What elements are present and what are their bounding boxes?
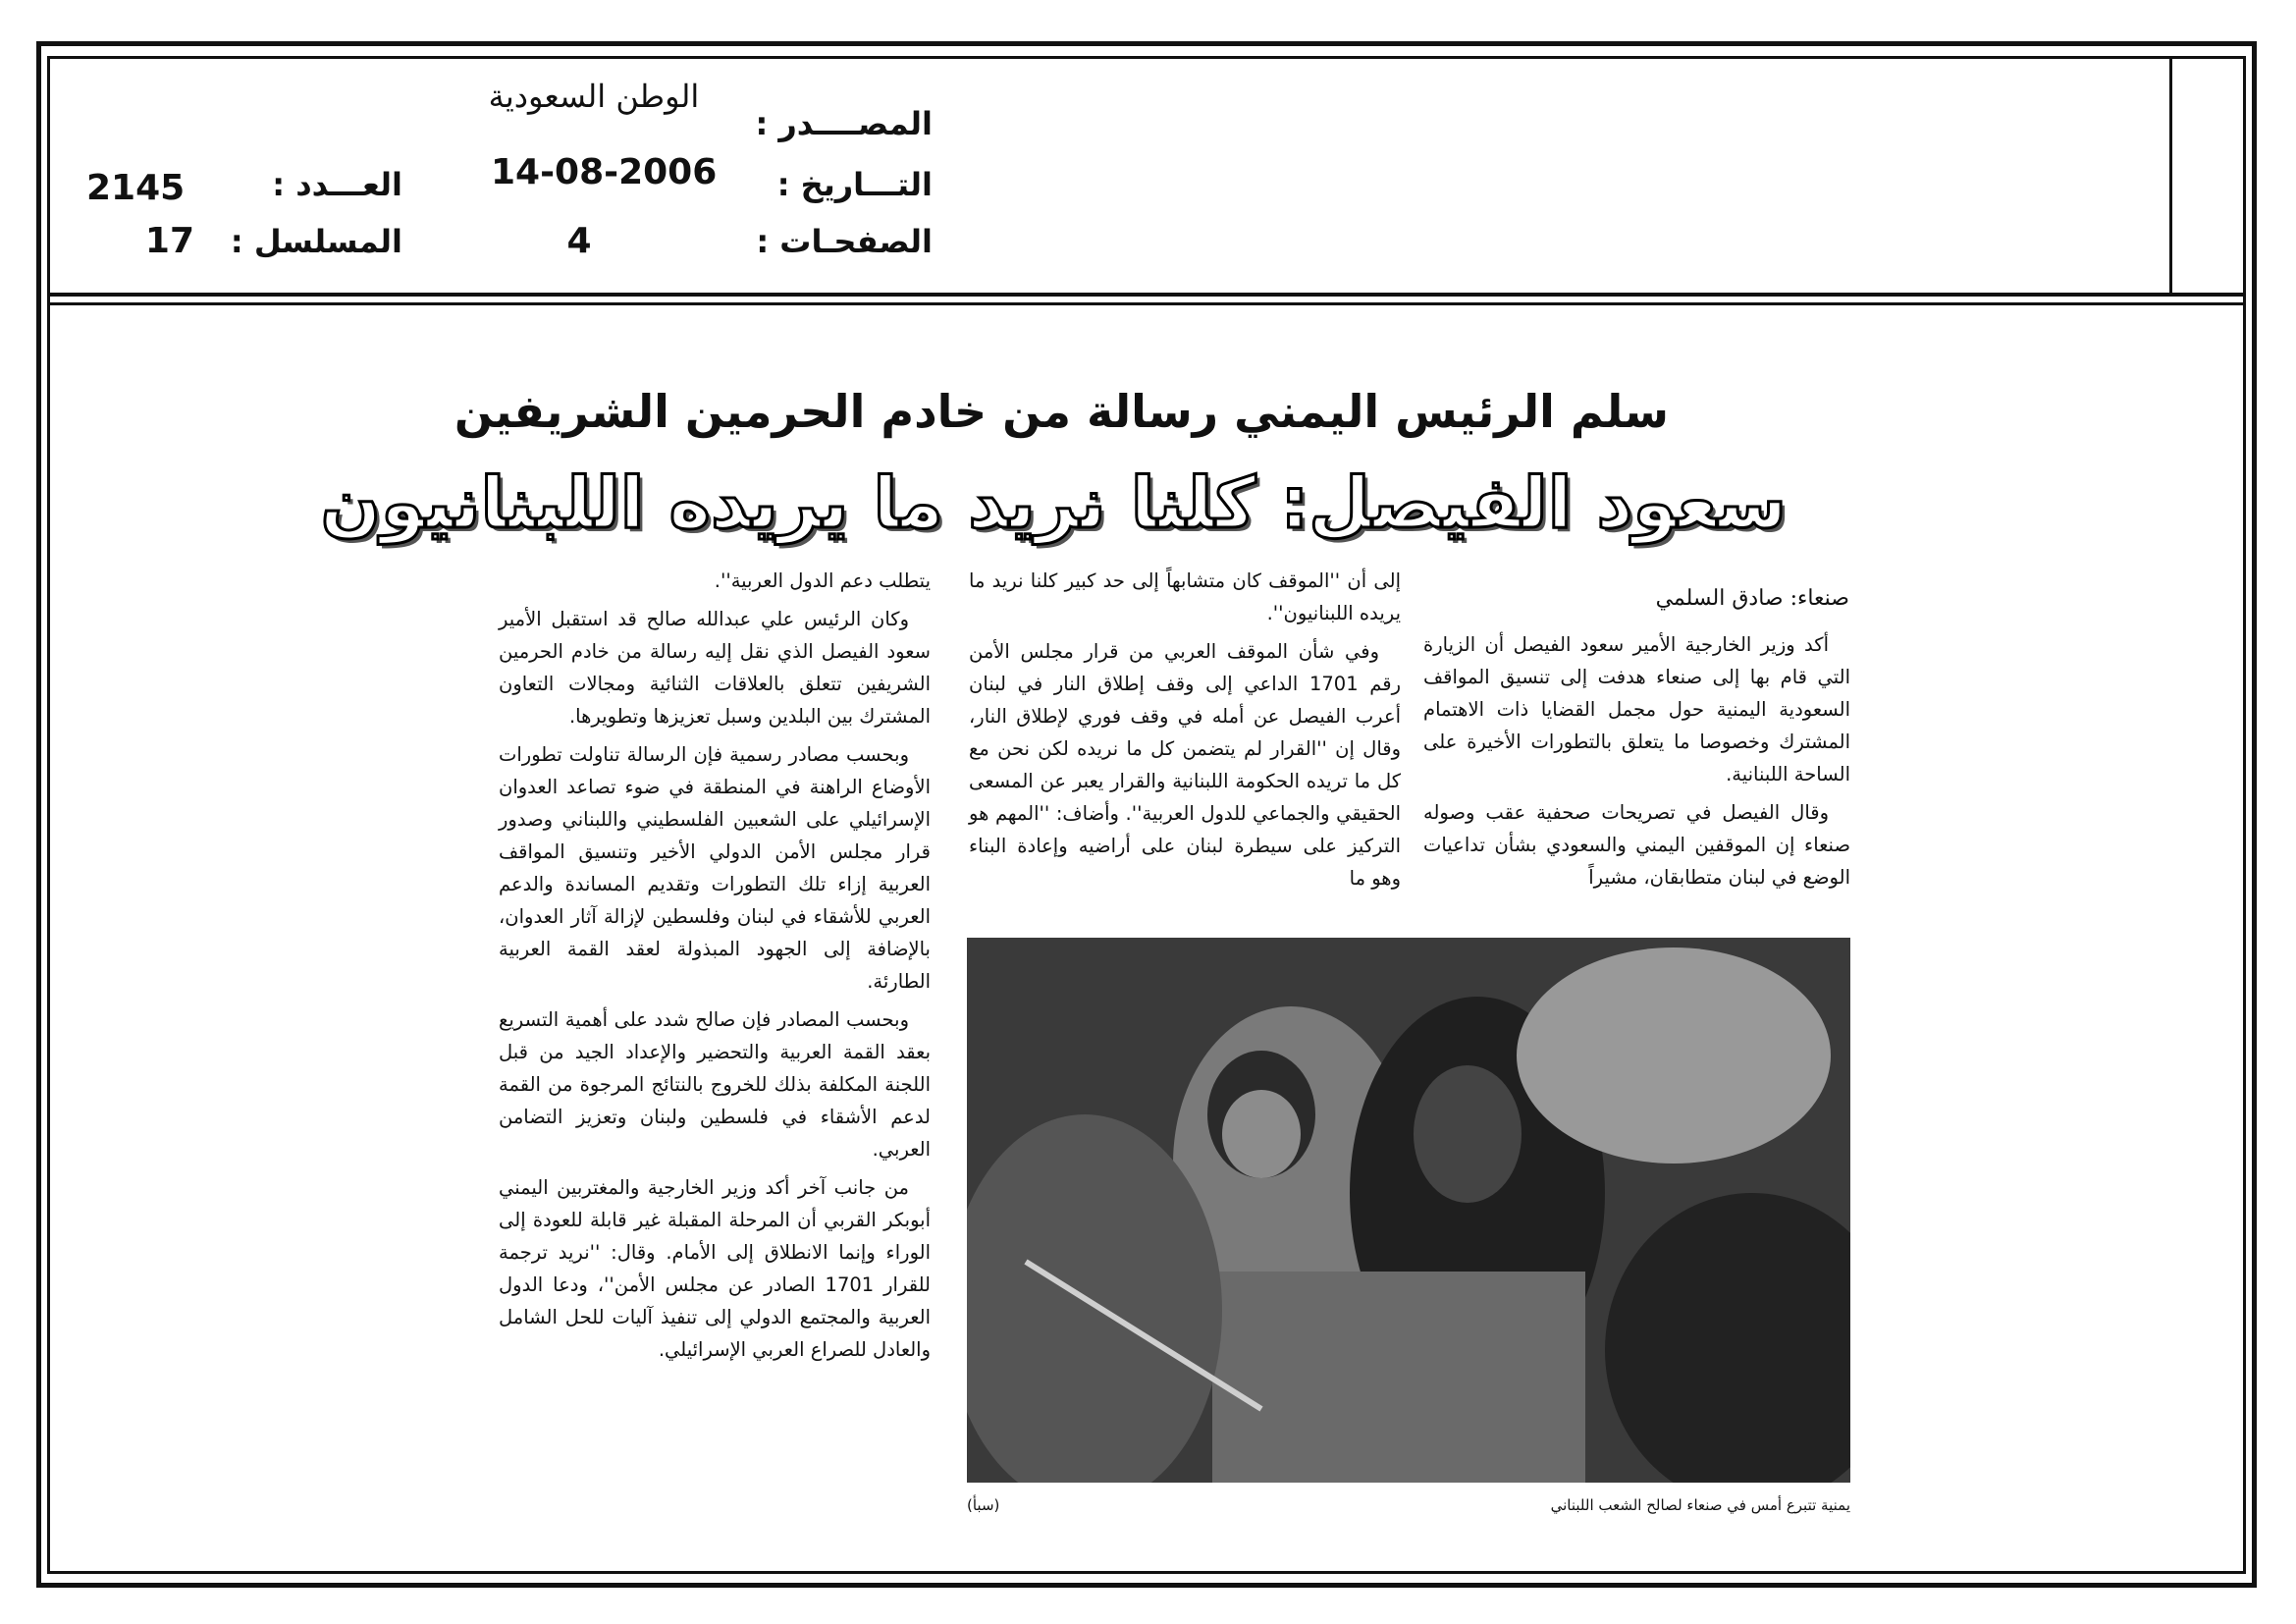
- pages-value: 4: [566, 221, 592, 261]
- paragraph: من جانب آخر أكد وزير الخارجية والمغتربين اليمني أبوبكر القربي أن المرحلة المقبلة غير قابلة للعودة إلى الوراء وإنما الانطلاق إلى الأمام. وقال: ''نريد ترجمة للقرار 1701 الصادر عن مجلس الأمن''، ودعا الدول العربية والمجتمع الدولي إلى تنفيذ آليات للحل الشامل والعادل للصراع العربي الإسرائيلي.: [499, 1176, 931, 1361]
- photo-caption: يمنية تتبرع أمس في صنعاء لصالح الشعب اللبناني: [1550, 1496, 1850, 1514]
- paragraph: وبحسب المصادر فإن صالح شدد على أهمية التسريع بعقد القمة العربية والتحضير والإعداد الجيد من قبل اللجنة المكلفة بذلك للخروج بالنتائج المرجوة من القمة لدعم الأشقاء في فلسطين ولبنان وتعزيز التضامن العربي.: [499, 1008, 931, 1161]
- issue-label: العـــدد :: [272, 166, 402, 203]
- issue-value: 2145: [86, 168, 186, 208]
- paragraph: إلى أن ''الموقف كان متشابهاً إلى حد كبير كلنا نريد ما يريده اللبنانيون''.: [969, 569, 1401, 624]
- article-photo: [967, 938, 1850, 1483]
- serial-label: المسلسل :: [230, 223, 402, 260]
- header-right-rule: [2169, 56, 2172, 296]
- photo-credit: (سبأ): [967, 1496, 1000, 1514]
- paragraph: يتطلب دعم الدول العربية''.: [714, 569, 931, 592]
- article-column-2: [969, 565, 1401, 900]
- article-column-3: [499, 565, 931, 1372]
- photo-graphic: [967, 938, 1850, 1483]
- paragraph: وبحسب مصادر رسمية فإن الرسالة تناولت تطورات الأوضاع الراهنة في المنطقة في ضوء تصاعد العدوان الإسرائيلي على الشعبين الفلسطيني واللبناني وصدور قرار مجلس الأمن الدولي الأخير وتنسيق المواقف العربية إزاء تلك التطورات وتقديم المساندة والدعم العربي للأشقاء في لبنان وفلسطين لإزالة آثار العدوان، بالإضافة إلى الجهود المبذولة لعقد القمة العربية الطارئة.: [499, 743, 931, 993]
- header-divider-secondary: [47, 302, 2246, 305]
- paragraph: أكد وزير الخارجية الأمير سعود الفيصل أن الزيارة التي قام بها إلى صنعاء هدفت إلى تنسيق المواقف السعودية اليمنية حول مجمل القضايا ذات الاهتمام المشترك وخصوصا ما يتعلق بالتطورات الأخيرة على الساحة اللبنانية.: [1423, 633, 1850, 785]
- pages-label: الصفحـات :: [756, 223, 933, 260]
- article-byline: صنعاء: صادق السلمي: [1655, 586, 1849, 611]
- paragraph: وقال الفيصل في تصريحات صحفية عقب وصوله صنعاء إن الموقفين اليمني والسعودي بشأن تداعيات الوضع في لبنان متطابقان، مشيراً: [1423, 801, 1850, 889]
- header-divider: [47, 293, 2246, 297]
- paragraph: وفي شأن الموقف العربي من قرار مجلس الأمن رقم 1701 الداعي إلى وقف إطلاق النار في لبنان أعرب الفيصل عن أمله في وقف فوري لإطلاق النار، وقال إن ''القرار لم يتضمن كل ما نريده لكن نحن مع كل ما تريده الحكومة اللبنانية والقرار يعبر عن المسعى الحقيقي والجماعي للدول العربية''. وأضاف: ''المهم هو التركيز على سيطرة لبنان على أراضيه وإعادة البناء وهو ما: [969, 640, 1401, 890]
- source-label: المصــــدر :: [755, 105, 933, 142]
- article-headline: سعود الفيصل: كلنا نريد ما يريده اللبنانيون: [320, 461, 1787, 544]
- date-value: 14-08-2006: [491, 152, 718, 192]
- paragraph: وكان الرئيس علي عبدالله صالح قد استقبل الأمير سعود الفيصل الذي نقل إليه رسالة من خادم الحرمين الشريفين تتعلق بالعلاقات الثنائية ومجالات التعاون المشترك بين البلدين وسبل تعزيزها وتطويرها.: [499, 608, 931, 728]
- serial-value: 17: [144, 221, 194, 261]
- date-label: التـــاريخ :: [776, 166, 933, 203]
- source-value: الوطن السعودية: [488, 78, 700, 115]
- article-column-1: [1423, 628, 1850, 899]
- article-kicker: سلم الرئيس اليمني رسالة من خادم الحرمين الشريفين: [454, 385, 1669, 438]
